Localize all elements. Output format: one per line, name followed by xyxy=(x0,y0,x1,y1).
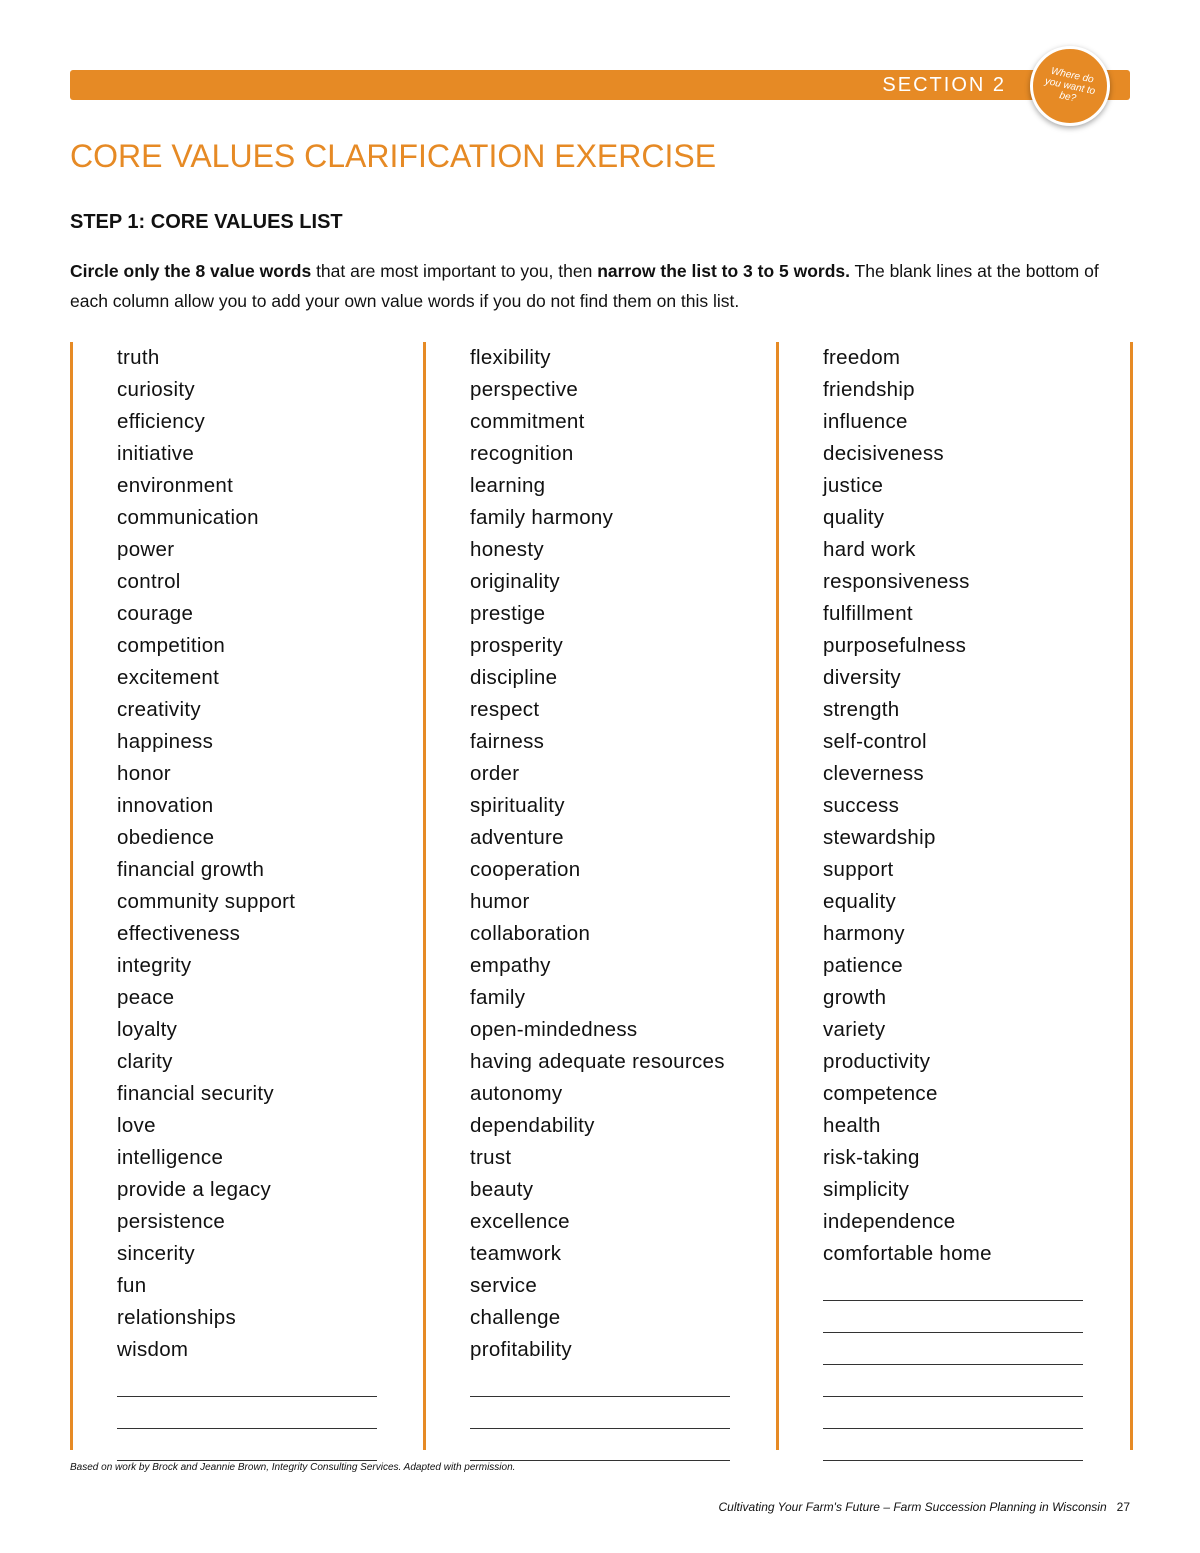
value-word[interactable]: freedom xyxy=(823,346,901,369)
value-word[interactable]: peace xyxy=(117,986,175,1009)
blank-write-in-line[interactable] xyxy=(470,1396,730,1397)
value-word[interactable]: spirituality xyxy=(470,794,565,817)
value-word[interactable]: intelligence xyxy=(117,1146,224,1169)
instructions-bold-1: Circle only the 8 value words xyxy=(70,261,312,281)
value-word[interactable]: purposefulness xyxy=(823,634,967,657)
value-word[interactable]: strength xyxy=(823,698,900,721)
value-word[interactable]: efficiency xyxy=(117,410,206,433)
section-header-bar xyxy=(70,70,1130,100)
value-word[interactable]: independence xyxy=(823,1210,956,1233)
blank-write-in-line[interactable] xyxy=(117,1396,377,1397)
value-word[interactable]: initiative xyxy=(117,442,195,465)
value-word[interactable]: environment xyxy=(117,474,234,497)
value-word[interactable]: comfortable home xyxy=(823,1242,992,1265)
instructions xyxy=(70,256,1140,316)
value-word[interactable]: respect xyxy=(470,698,540,721)
value-word[interactable]: self-control xyxy=(823,730,927,753)
value-word[interactable]: financial growth xyxy=(117,858,265,881)
value-word[interactable]: family xyxy=(470,986,526,1009)
value-word[interactable]: competition xyxy=(117,634,226,657)
attribution-credit: Based on work by Brock and Jeannie Brown, Integrity Consulting Services. Adapted with permission. xyxy=(70,1462,516,1473)
value-word[interactable]: communication xyxy=(117,506,259,529)
value-word[interactable]: loyalty xyxy=(117,1018,178,1041)
value-word[interactable]: having adequate resources xyxy=(470,1050,725,1073)
section-label: SECTION 2 xyxy=(882,74,1006,96)
value-word[interactable]: hard work xyxy=(823,538,916,561)
values-column-2 xyxy=(423,342,776,1450)
value-word[interactable]: growth xyxy=(823,986,887,1009)
value-word-list xyxy=(470,342,725,1366)
value-word[interactable]: love xyxy=(117,1114,156,1137)
value-word[interactable]: financial security xyxy=(117,1082,274,1105)
value-word[interactable]: honor xyxy=(117,762,171,785)
value-word[interactable]: fun xyxy=(117,1274,147,1297)
value-word[interactable]: integrity xyxy=(117,954,192,977)
value-word[interactable]: community support xyxy=(117,890,296,913)
value-word[interactable]: friendship xyxy=(823,378,915,401)
blank-write-in-line[interactable] xyxy=(117,1428,377,1429)
value-word[interactable]: courage xyxy=(117,602,194,625)
value-word[interactable]: control xyxy=(117,570,181,593)
value-word[interactable]: teamwork xyxy=(470,1242,562,1265)
value-word[interactable]: profitability xyxy=(470,1338,572,1361)
instructions-text-2: The blank lines at the bottom of each column allow you to add your own value words if you do not find them on this list. xyxy=(70,261,1099,311)
blank-write-in-line[interactable] xyxy=(823,1332,1083,1333)
value-word[interactable]: creativity xyxy=(117,698,201,721)
value-word-list xyxy=(823,342,992,1270)
value-word[interactable]: justice xyxy=(823,474,884,497)
value-word[interactable]: quality xyxy=(823,506,885,529)
page-title: CORE VALUES CLARIFICATION EXERCISE xyxy=(70,138,717,174)
value-word[interactable]: effectiveness xyxy=(117,922,241,945)
value-word[interactable]: stewardship xyxy=(823,826,936,849)
value-word[interactable]: obedience xyxy=(117,826,215,849)
value-word[interactable]: fairness xyxy=(470,730,545,753)
badge-text: Where do you want to be? xyxy=(1043,65,1097,104)
value-word[interactable]: commitment xyxy=(470,410,585,433)
value-word[interactable]: challenge xyxy=(470,1306,561,1329)
value-word[interactable]: adventure xyxy=(470,826,564,849)
value-word[interactable]: patience xyxy=(823,954,903,977)
values-column-1 xyxy=(70,342,423,1450)
value-word[interactable]: diversity xyxy=(823,666,901,689)
footer-text: Cultivating Your Farm's Future – Farm Succession Planning in Wisconsin xyxy=(718,1500,1107,1514)
value-word[interactable]: clarity xyxy=(117,1050,173,1073)
value-word[interactable]: curiosity xyxy=(117,378,195,401)
value-word[interactable]: happiness xyxy=(117,730,214,753)
value-word[interactable]: autonomy xyxy=(470,1082,563,1105)
where-do-you-want-to-be-badge xyxy=(1030,46,1110,126)
blank-write-in-line[interactable] xyxy=(470,1428,730,1429)
value-word[interactable]: order xyxy=(470,762,520,785)
values-column-3 xyxy=(776,342,1133,1450)
blank-write-in-line[interactable] xyxy=(823,1300,1083,1301)
value-word[interactable]: cooperation xyxy=(470,858,581,881)
value-word[interactable]: risk-taking xyxy=(823,1146,920,1169)
value-word[interactable]: persistence xyxy=(117,1210,226,1233)
value-word[interactable]: learning xyxy=(470,474,546,497)
page-footer xyxy=(719,1500,1130,1514)
value-word[interactable]: productivity xyxy=(823,1050,931,1073)
value-word[interactable]: variety xyxy=(823,1018,886,1041)
value-word[interactable]: recognition xyxy=(470,442,574,465)
value-word[interactable]: relationships xyxy=(117,1306,236,1329)
value-word[interactable]: excellence xyxy=(470,1210,570,1233)
instructions-text-1: that are most important to you, then xyxy=(311,261,598,281)
value-word[interactable]: collaboration xyxy=(470,922,591,945)
blank-write-in-line[interactable] xyxy=(823,1428,1083,1429)
blank-write-in-line[interactable] xyxy=(823,1364,1083,1365)
value-word[interactable]: cleverness xyxy=(823,762,924,785)
value-word[interactable]: family harmony xyxy=(470,506,614,529)
value-word[interactable]: prestige xyxy=(470,602,546,625)
value-word[interactable]: health xyxy=(823,1114,881,1137)
value-word[interactable]: dependability xyxy=(470,1114,595,1137)
value-word[interactable]: harmony xyxy=(823,922,905,945)
value-word[interactable]: prosperity xyxy=(470,634,564,657)
value-word-list xyxy=(117,342,295,1366)
blank-write-in-line[interactable] xyxy=(470,1460,730,1461)
blank-write-in-line[interactable] xyxy=(823,1460,1083,1461)
value-word[interactable]: simplicity xyxy=(823,1178,910,1201)
page-number: 27 xyxy=(1116,1500,1130,1514)
value-word[interactable]: service xyxy=(470,1274,538,1297)
value-word[interactable]: power xyxy=(117,538,175,561)
value-word[interactable]: provide a legacy xyxy=(117,1178,272,1201)
value-word[interactable]: influence xyxy=(823,410,908,433)
value-word[interactable]: perspective xyxy=(470,378,579,401)
value-word[interactable]: wisdom xyxy=(117,1338,189,1361)
blank-write-in-line[interactable] xyxy=(823,1396,1083,1397)
value-word[interactable]: excitement xyxy=(117,666,220,689)
value-word[interactable]: equality xyxy=(823,890,897,913)
value-word[interactable]: fulfillment xyxy=(823,602,913,625)
value-word[interactable]: discipline xyxy=(470,666,558,689)
value-word[interactable]: decisiveness xyxy=(823,442,944,465)
value-word[interactable]: beauty xyxy=(470,1178,534,1201)
blank-write-in-line[interactable] xyxy=(117,1460,377,1461)
instructions-bold-2: narrow the list to 3 to 5 words. xyxy=(597,261,850,281)
step-heading: STEP 1: CORE VALUES LIST xyxy=(70,211,343,233)
value-word[interactable]: truth xyxy=(117,346,160,369)
value-word[interactable]: support xyxy=(823,858,894,881)
value-word[interactable]: innovation xyxy=(117,794,214,817)
value-word[interactable]: trust xyxy=(470,1146,512,1169)
value-word[interactable]: empathy xyxy=(470,954,551,977)
value-word[interactable]: competence xyxy=(823,1082,938,1105)
value-word[interactable]: open-mindedness xyxy=(470,1018,638,1041)
value-word[interactable]: honesty xyxy=(470,538,544,561)
value-word[interactable]: success xyxy=(823,794,900,817)
value-word[interactable]: originality xyxy=(470,570,560,593)
value-word[interactable]: responsiveness xyxy=(823,570,970,593)
value-word[interactable]: sincerity xyxy=(117,1242,195,1265)
value-word[interactable]: flexibility xyxy=(470,346,551,369)
value-word[interactable]: humor xyxy=(470,890,530,913)
